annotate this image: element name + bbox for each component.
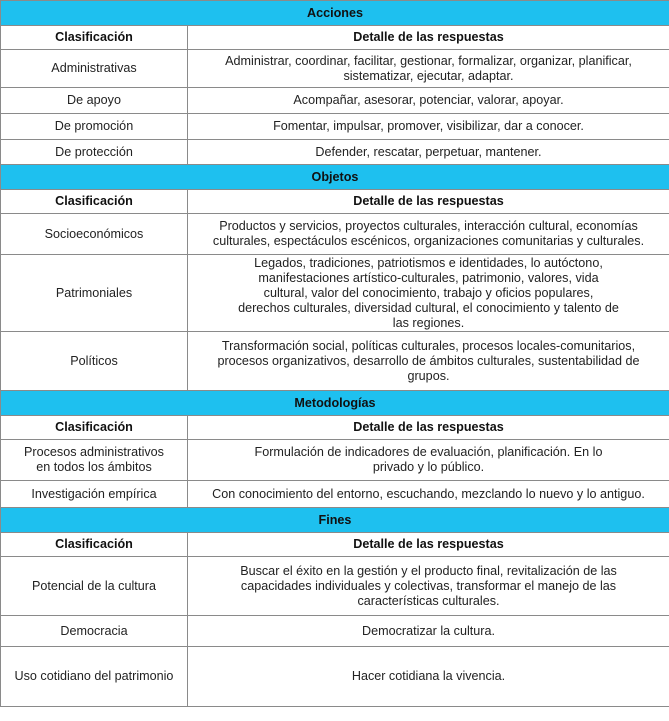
table-row [1, 255, 669, 332]
detail-cell: Legados, tradiciones, patriotismos e identidades, lo autóctono, manifestaciones artístico-culturales, patrimonio, valores, vida cultural, valor del conocimiento, trabajo y oficios populares, derechos culturales, diversidad cultural, el conocimiento y talento de las regiones. [188, 255, 669, 332]
section-title: Metodologías [1, 391, 669, 416]
detail-header: Detalle de las respuestas [188, 190, 669, 214]
section-title: Objetos [1, 165, 669, 190]
section-header [1, 391, 669, 416]
table-row [1, 50, 669, 88]
classification-cell: Procesos administrativos en todos los ámbitos [1, 440, 188, 481]
detail-cell: Buscar el éxito en la gestión y el producto final, revitalización de las capacidades individuales y colectivas, transformar el manejo de las características culturales. [188, 557, 669, 616]
classification-cell: De protección [1, 140, 188, 165]
table-row [1, 616, 669, 647]
table-row [1, 332, 669, 391]
table-row [1, 114, 669, 140]
classification-cell: Patrimoniales [1, 255, 188, 332]
column-header-row [1, 416, 669, 440]
detail-cell: Productos y servicios, proyectos culturales, interacción cultural, economías culturales, espectáculos escénicos, organizaciones comunitarias y culturales. [188, 214, 669, 255]
table-row [1, 647, 669, 707]
classification-cell: Democracia [1, 616, 188, 647]
detail-cell: Con conocimiento del entorno, escuchando, mezclando lo nuevo y lo antiguo. [188, 481, 669, 508]
column-header-row [1, 533, 669, 557]
detail-cell: Transformación social, políticas culturales, procesos locales-comunitarios, procesos organizativos, desarrollo de ámbitos culturales, sustentabilidad de grupos. [188, 332, 669, 391]
classification-cell: Uso cotidiano del patrimonio [1, 647, 188, 707]
detail-cell: Acompañar, asesorar, potenciar, valorar, apoyar. [188, 88, 669, 114]
detail-header: Detalle de las respuestas [188, 416, 669, 440]
table-row [1, 214, 669, 255]
classification-header: Clasificación [1, 190, 188, 214]
section-header [1, 165, 669, 190]
classification-cell: Administrativas [1, 50, 188, 88]
detail-header: Detalle de las respuestas [188, 533, 669, 557]
detail-cell: Democratizar la cultura. [188, 616, 669, 647]
classification-header: Clasificación [1, 416, 188, 440]
table-row [1, 481, 669, 508]
classification-cell: Políticos [1, 332, 188, 391]
detail-cell: Administrar, coordinar, facilitar, gestionar, formalizar, organizar, planificar, sistematizar, ejecutar, adaptar. [188, 50, 669, 88]
classification-cell: Potencial de la cultura [1, 557, 188, 616]
classification-header: Clasificación [1, 26, 188, 50]
classification-header: Clasificación [1, 533, 188, 557]
table-row [1, 440, 669, 481]
table-row [1, 140, 669, 165]
column-header-row [1, 190, 669, 214]
classification-cell: De promoción [1, 114, 188, 140]
section-header [1, 1, 669, 26]
table-row [1, 88, 669, 114]
detail-cell: Formulación de indicadores de evaluación, planificación. En lo privado y lo público. [188, 440, 669, 481]
classification-cell: De apoyo [1, 88, 188, 114]
classification-cell: Socioeconómicos [1, 214, 188, 255]
detail-cell: Hacer cotidiana la vivencia. [188, 647, 669, 707]
section-title: Acciones [1, 1, 669, 26]
classification-cell: Investigación empírica [1, 481, 188, 508]
detail-header: Detalle de las respuestas [188, 26, 669, 50]
table-row [1, 557, 669, 616]
column-header-row [1, 26, 669, 50]
section-header [1, 508, 669, 533]
section-title: Fines [1, 508, 669, 533]
detail-cell: Defender, rescatar, perpetuar, mantener. [188, 140, 669, 165]
detail-cell: Fomentar, impulsar, promover, visibilizar, dar a conocer. [188, 114, 669, 140]
